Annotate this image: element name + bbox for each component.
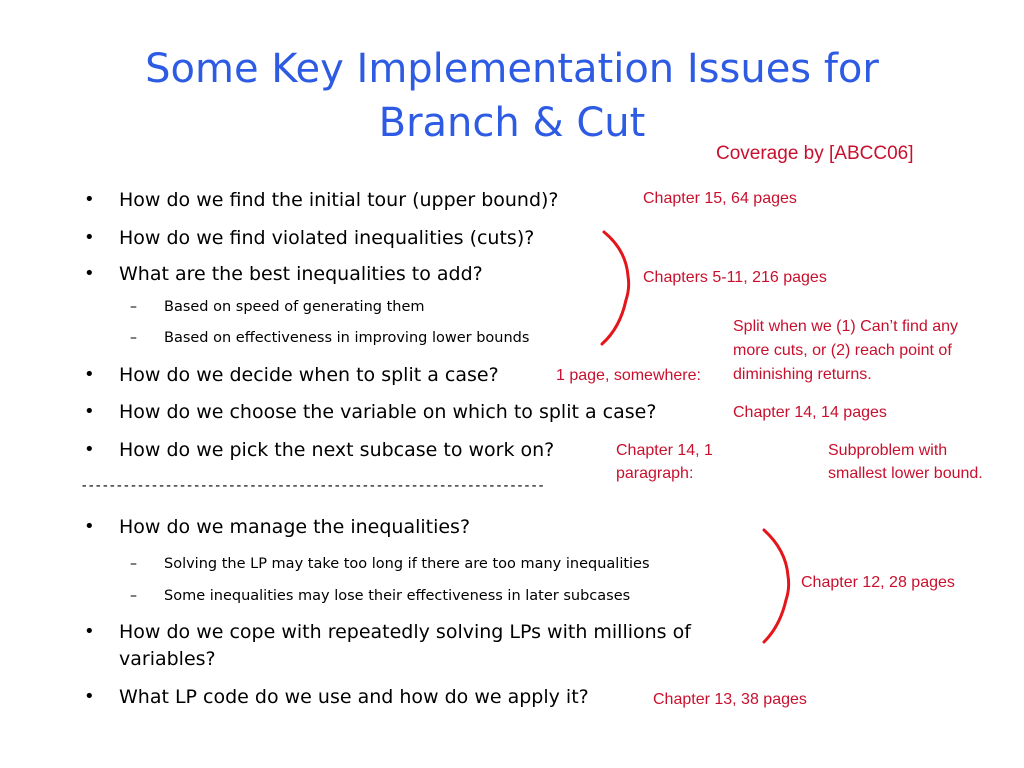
bullet-lp-code: What LP code do we use and how do we apply it? — [119, 686, 589, 708]
note-subproblem-line-1: Subproblem with — [828, 442, 948, 459]
coverage-label: Coverage by [ABCC06] — [716, 143, 914, 164]
brace-chapters-5-11 — [598, 228, 638, 348]
note-chapters-5-11: Chapters 5-11, 216 pages — [643, 269, 827, 286]
sub-bullet-glyph: – — [130, 588, 137, 604]
sub-bullet-lp-too-long: Solving the LP may take too long if there are too many inequalities — [164, 556, 650, 572]
bullet-glyph: • — [84, 227, 95, 248]
bullet-glyph: • — [84, 621, 95, 642]
bullet-choose-variable: How do we choose the variable on which to split a case? — [119, 401, 657, 423]
sub-bullet-glyph: – — [130, 556, 137, 572]
bullet-glyph: • — [84, 686, 95, 707]
note-split-line-1: Split when we (1) Can’t find any — [733, 318, 958, 335]
bullet-glyph: • — [84, 263, 95, 284]
bullet-glyph: • — [84, 516, 95, 537]
bullet-split-case: How do we decide when to split a case? — [119, 364, 499, 386]
bullet-glyph: • — [84, 401, 95, 422]
sub-bullet-speed: Based on speed of generating them — [164, 299, 425, 315]
bullet-repeated-lp: How do we cope with repeatedly solving LPs with millions of — [119, 621, 691, 643]
note-chapter-14-1-line-1: Chapter 14, 1 — [616, 442, 713, 459]
slide-title-line-2: Branch & Cut — [378, 100, 646, 146]
bullet-repeated-lp-continued: variables? — [119, 648, 216, 670]
bullet-glyph: • — [84, 439, 95, 460]
bullet-glyph: • — [84, 189, 95, 210]
section-divider: ------------------------------------------------------------------ — [80, 478, 544, 494]
slide-title — [0, 42, 1024, 150]
sub-bullet-glyph: – — [130, 299, 137, 315]
bullet-next-subcase: How do we pick the next subcase to work on? — [119, 439, 555, 461]
note-chapter-12: Chapter 12, 28 pages — [801, 574, 955, 591]
bullet-manage-inequalities: How do we manage the inequalities? — [119, 516, 471, 538]
bullet-glyph: • — [84, 364, 95, 385]
sub-bullet-effectiveness: Based on effectiveness in improving lower bounds — [164, 330, 530, 346]
note-one-page: 1 page, somewhere: — [556, 367, 701, 384]
sub-bullet-glyph: – — [130, 330, 137, 346]
bullet-best-inequalities: What are the best inequalities to add? — [119, 263, 483, 285]
bullet-initial-tour: How do we find the initial tour (upper bound)? — [119, 189, 559, 211]
sub-bullet-lose-effectiveness: Some inequalities may lose their effectiveness in later subcases — [164, 588, 631, 604]
note-split-line-2: more cuts, or (2) reach point of — [733, 342, 952, 359]
brace-chapter-12 — [760, 526, 800, 646]
note-chapter-15: Chapter 15, 64 pages — [643, 190, 797, 207]
slide-title-line-1: Some Key Implementation Issues for — [145, 46, 879, 92]
note-chapter-14-14: Chapter 14, 14 pages — [733, 404, 887, 421]
bullet-violated-inequalities: How do we find violated inequalities (cuts)? — [119, 227, 535, 249]
note-chapter-13: Chapter 13, 38 pages — [653, 691, 807, 708]
note-split-line-3: diminishing returns. — [733, 366, 872, 383]
note-chapter-14-1-line-2: paragraph: — [616, 465, 694, 482]
note-subproblem-line-2: smallest lower bound. — [828, 465, 983, 482]
